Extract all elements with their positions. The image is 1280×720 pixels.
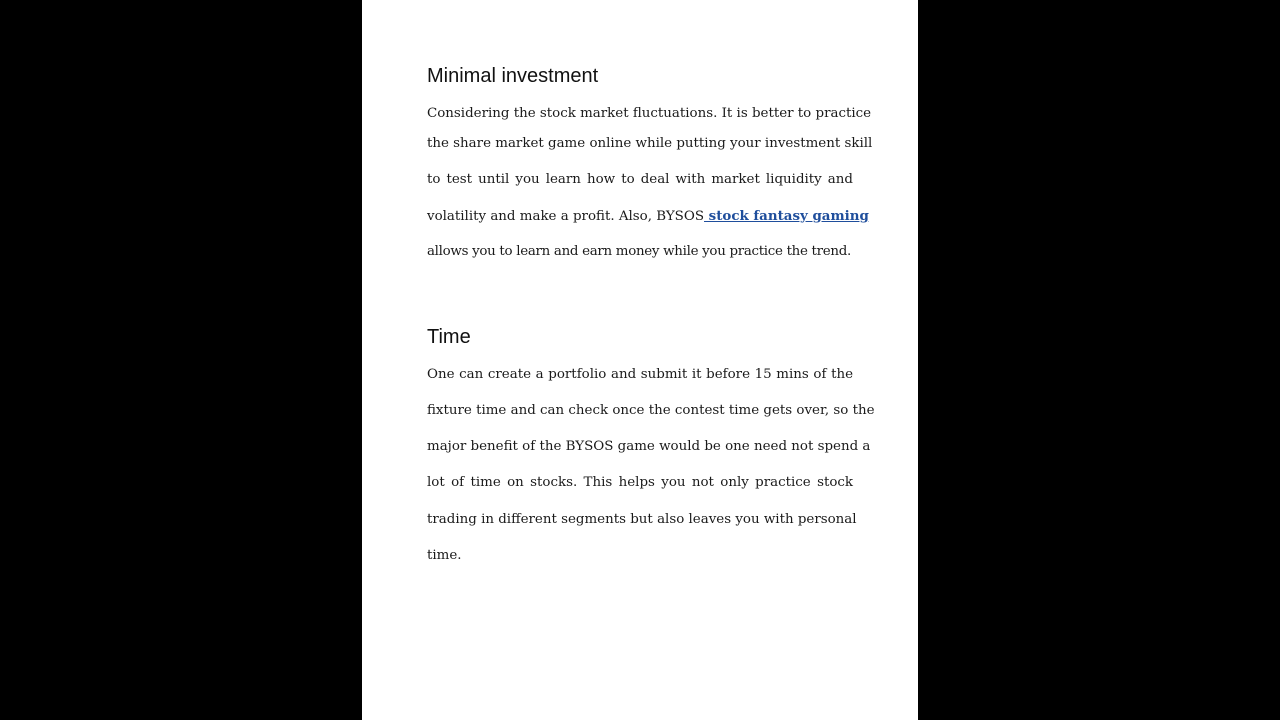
paragraph-line: trading in different segments but also leaves you with personal [427, 512, 857, 527]
paragraph-line: to test until you learn how to deal with market liquidity and [427, 172, 853, 187]
paragraph-line: One can create a portfolio and submit it before 15 mins of the [427, 367, 853, 382]
paragraph-text: volatility and make a profit. Also, BYSOS [427, 209, 705, 224]
paragraph-line: the share market game online while putting your investment skill [427, 136, 873, 151]
section-heading-time: Time [427, 326, 471, 348]
section-heading-minimal-investment: Minimal investment [427, 65, 599, 87]
stock-fantasy-gaming-link[interactable]: stock fantasy gaming [704, 208, 869, 224]
paragraph-line: lot of time on stocks. This helps you not only practice stock [427, 475, 853, 490]
paragraph-line: fixture time and can check once the contest time gets over, so the [427, 403, 875, 418]
paragraph-line: allows you to learn and earn money while you practice the trend. [427, 244, 851, 259]
paragraph-line: Considering the stock market fluctuations. It is better to practice [427, 106, 872, 121]
paragraph-line: major benefit of the BYSOS game would be one need not spend a [427, 439, 871, 454]
paragraph-line-with-link [427, 206, 869, 227]
paragraph-line: time. [427, 548, 462, 563]
document-page [362, 0, 918, 720]
